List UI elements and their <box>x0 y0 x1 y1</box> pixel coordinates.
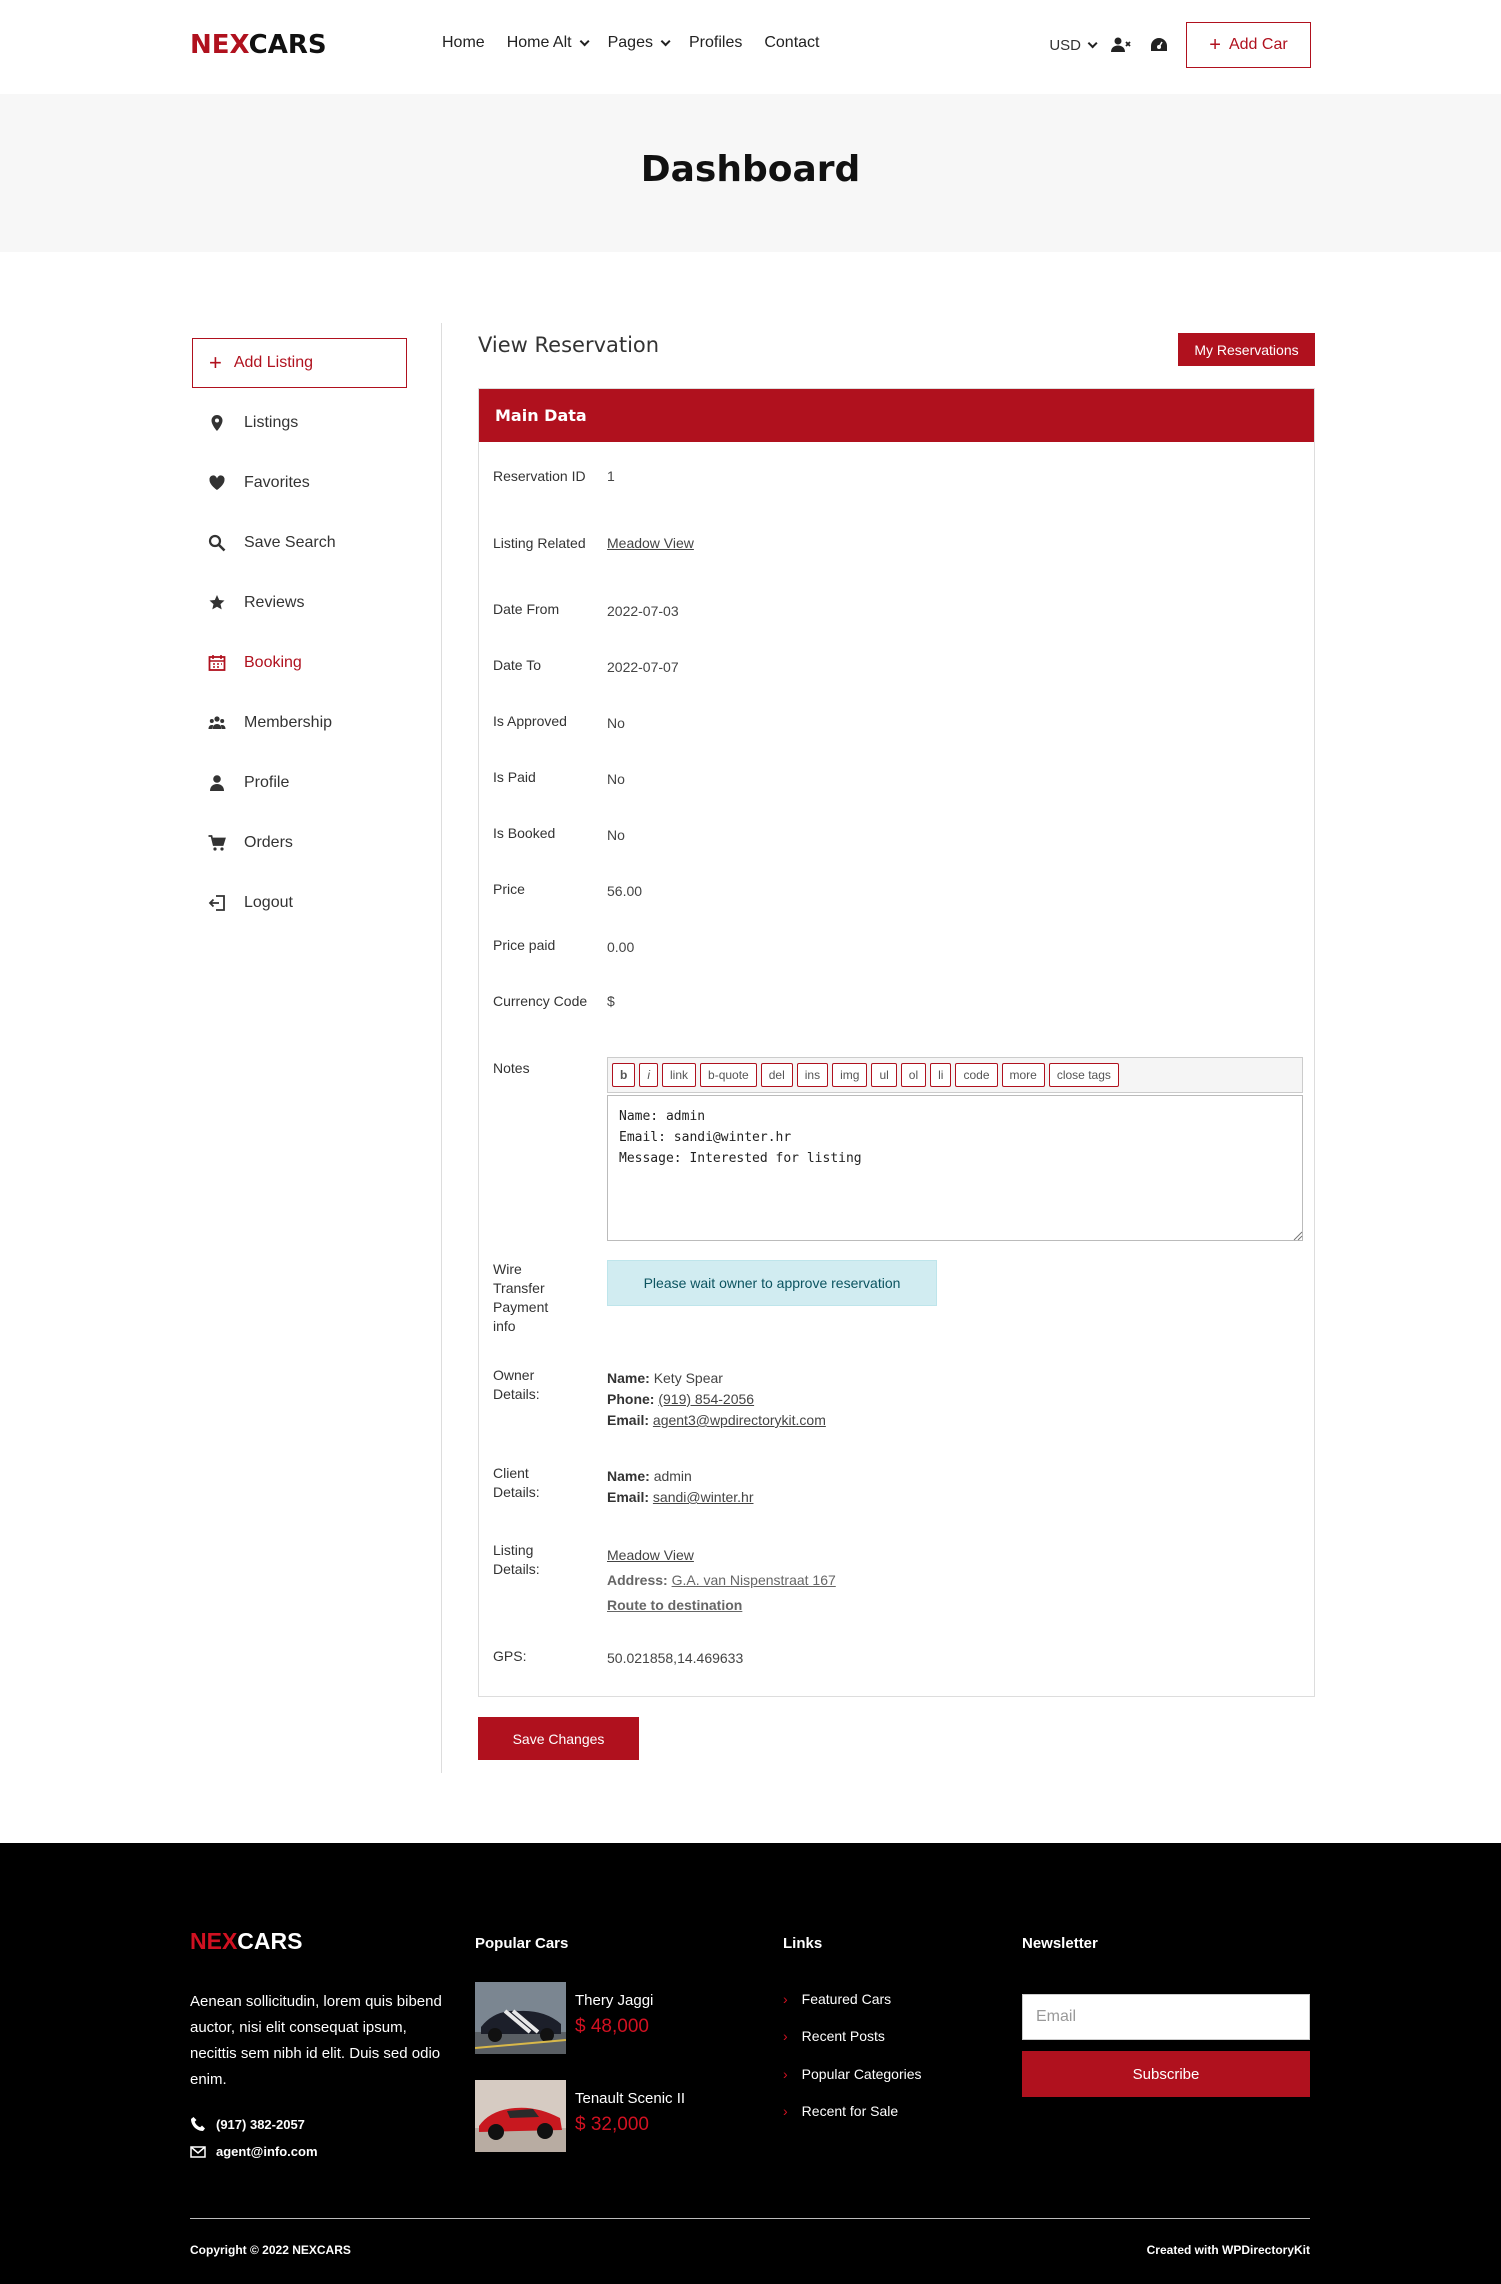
created-with-link[interactable]: Created with WPDirectoryKit <box>1146 2243 1310 2257</box>
map-pin-icon <box>208 414 226 432</box>
newsletter-email-input[interactable]: Email <box>1022 1994 1310 2040</box>
chevron-right-icon: › <box>783 2066 788 2082</box>
sidebar-item-membership[interactable]: Membership <box>192 693 407 753</box>
client-name: admin <box>653 1468 692 1484</box>
field-listing-details: Listing Details: Meadow View Address: G.A. van Nispenstraat 167 Route to destination <box>493 1542 836 1613</box>
toolbar-code-button[interactable]: code <box>955 1063 997 1087</box>
toolbar-link-button[interactable]: link <box>662 1063 696 1087</box>
sidebar-item-logout[interactable]: Logout <box>192 873 407 933</box>
sidebar-item-save-search[interactable]: Save Search <box>192 513 407 573</box>
subscribe-button[interactable]: Subscribe <box>1022 2051 1310 2097</box>
cart-icon <box>208 834 226 852</box>
client-email-link[interactable]: sandi@winter.hr <box>652 1489 754 1505</box>
car-thumbnail-image <box>475 1982 566 2054</box>
search-icon <box>208 534 226 552</box>
nav-pages[interactable]: Pages <box>608 34 667 52</box>
add-listing-button[interactable]: + Add Listing <box>192 338 407 388</box>
listing-related-link[interactable]: Meadow View <box>607 535 694 551</box>
sidebar-item-reviews[interactable]: Reviews <box>192 573 407 633</box>
main-nav <box>442 34 819 52</box>
footer-divider <box>190 2218 1310 2219</box>
wire-transfer-notice: Please wait owner to approve reservation <box>607 1260 937 1306</box>
plus-icon: + <box>1209 34 1221 56</box>
site-header <box>0 0 1501 94</box>
footer-about-text: Aenean sollicitudin, lorem quis bibend auctor, nisi elit consequat ipsum, necittis sem nibh id elit. Duis sed odio enim. <box>190 1993 442 2088</box>
sidebar-item-orders[interactable]: Orders <box>192 813 407 873</box>
currency-select[interactable]: USD <box>1049 37 1094 54</box>
users-icon <box>208 714 226 732</box>
user-icon <box>208 774 226 792</box>
logout-icon <box>208 894 226 912</box>
footer-link-recent-for-sale[interactable]: › Recent for Sale <box>783 2103 899 2119</box>
car-thumbnail-image <box>475 2080 566 2152</box>
footer-phone[interactable]: (917) 382-2057 <box>190 2116 305 2132</box>
field-client-details: Client Details: Name: admin Email: sandi@winter.hr <box>493 1465 754 1505</box>
envelope-icon <box>190 2145 206 2159</box>
editor-toolbar <box>607 1057 1303 1093</box>
sidebar-item-booking[interactable]: Booking <box>192 633 407 693</box>
owner-email-link[interactable]: agent3@wpdirectorykit.com <box>652 1412 826 1428</box>
sidebar-divider <box>441 323 442 1773</box>
footer-logo[interactable]: NEXCARS <box>190 1928 303 1954</box>
copyright-text: Copyright © 2022 NEXCARS <box>190 2243 351 2257</box>
user-login-icon[interactable] <box>1110 34 1132 56</box>
newsletter-heading: Newsletter <box>1022 1935 1098 1952</box>
owner-phone-link[interactable]: (919) 854-2056 <box>658 1391 755 1407</box>
route-to-destination-link[interactable]: Route to destination <box>607 1597 743 1613</box>
page-title: Dashboard <box>640 149 861 190</box>
chevron-right-icon: › <box>783 2028 788 2044</box>
field-notes: Notes b i link b-quote del ins img ul ol li code more close tags Name: admin Email: sandi@winter.hr Message: Interested for listing <box>493 1057 1303 1247</box>
field-wire-transfer: Wire Transfer Payment info Please wait owner to approve reservation <box>493 1260 1303 1340</box>
toolbar-italic-button[interactable]: i <box>639 1063 658 1087</box>
resize-handle-icon[interactable] <box>1291 1229 1303 1241</box>
toolbar-del-button[interactable]: del <box>761 1063 793 1087</box>
toolbar-ol-button[interactable]: ol <box>901 1063 926 1087</box>
toolbar-more-button[interactable]: more <box>1002 1063 1045 1087</box>
toolbar-li-button[interactable]: li <box>930 1063 951 1087</box>
footer-link-recent-posts[interactable]: › Recent Posts <box>783 2028 885 2044</box>
field-owner-details: Owner Details: Name: Kety Spear Phone: (919) 854-2056 Email: agent3@wpdirectorykit.com <box>493 1367 826 1428</box>
toolbar-img-button[interactable]: img <box>832 1063 867 1087</box>
chevron-right-icon: › <box>783 2103 788 2119</box>
toolbar-bquote-button[interactable]: b-quote <box>700 1063 757 1087</box>
popular-car-item[interactable]: Tenault Scenic II $ 32,000 <box>475 2080 715 2152</box>
nav-home-alt[interactable]: Home Alt <box>507 34 586 52</box>
main-data-panel: Main Data Reservation ID 1 Listing Related Meadow View Date From 2022-07-03 Date To 2022-07-07 Is Approved No Is Paid No Is Booked No Price 56.00 Price paid 0.00 Currency Code $ Notes b i link b-quote del ins img ul ol li code more close tags Name: admin Email: sandi@winter.hr Message: Interested for listing Wire Transfer Payment info Please wait owner to approve reservation Owner Details: Name: Kety Spear Phone: (919) 854-2056 Email: agent3@wpdirectorykit.com Client Details: Name: admin Email: sandi@winter.hr Listing Details: Meadow View Address: G.A. van Nispenstraat 167 Route to destination GPS: 50.021858,14.469633 <box>478 388 1315 1697</box>
nav-profiles[interactable]: Profiles <box>688 34 743 51</box>
toolbar-bold-button[interactable]: b <box>612 1063 635 1087</box>
owner-name: Kety Spear <box>653 1370 723 1386</box>
listing-address-link[interactable]: G.A. van Nispenstraat 167 <box>671 1572 836 1588</box>
panel-header: Main Data <box>479 389 1314 442</box>
nav-contact[interactable]: Contact <box>764 34 820 51</box>
listing-title-link[interactable]: Meadow View <box>607 1547 694 1563</box>
popular-car-item[interactable]: Thery Jaggi $ 48,000 <box>475 1982 715 2054</box>
chevron-right-icon: › <box>783 1991 788 2007</box>
plus-icon: + <box>209 350 222 375</box>
site-footer <box>0 1843 1501 2284</box>
footer-email[interactable]: agent@info.com <box>190 2144 318 2159</box>
chevron-down-icon <box>661 36 671 46</box>
add-car-button[interactable]: + Add Car <box>1186 22 1311 68</box>
save-changes-button[interactable]: Save Changes <box>478 1717 639 1760</box>
dashboard-sidebar <box>192 338 407 933</box>
sidebar-item-favorites[interactable]: Favorites <box>192 453 407 513</box>
footer-link-popular-categories[interactable]: › Popular Categories <box>783 2066 922 2082</box>
sidebar-item-profile[interactable]: Profile <box>192 753 407 813</box>
reservation-title: View Reservation <box>478 333 660 357</box>
chevron-down-icon <box>579 36 589 46</box>
footer-link-featured-cars[interactable]: › Featured Cars <box>783 1991 892 2007</box>
my-reservations-button[interactable]: My Reservations <box>1178 333 1315 366</box>
dashboard-icon[interactable] <box>1148 34 1170 56</box>
links-heading: Links <box>783 1935 823 1952</box>
toolbar-ins-button[interactable]: ins <box>797 1063 828 1087</box>
nav-home[interactable]: Home <box>442 34 485 51</box>
notes-textarea[interactable]: Name: admin Email: sandi@winter.hr Message: Interested for listing <box>607 1095 1303 1241</box>
popular-cars-heading: Popular Cars <box>475 1935 569 1952</box>
site-logo[interactable]: NEXCARS <box>190 30 327 60</box>
calendar-icon <box>208 654 226 672</box>
page-banner <box>0 94 1501 252</box>
chevron-down-icon <box>1088 38 1098 48</box>
toolbar-ul-button[interactable]: ul <box>871 1063 896 1087</box>
heart-icon <box>208 474 226 492</box>
phone-icon <box>190 2116 206 2132</box>
sidebar-item-listings[interactable]: Listings <box>192 393 407 453</box>
toolbar-close-tags-button[interactable]: close tags <box>1049 1063 1119 1087</box>
star-icon <box>208 594 226 612</box>
